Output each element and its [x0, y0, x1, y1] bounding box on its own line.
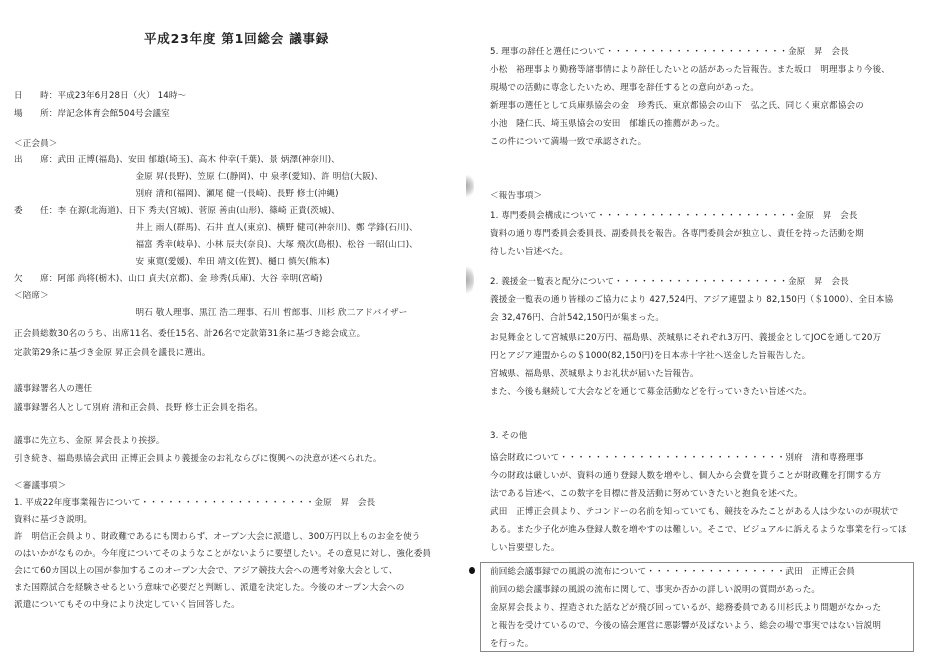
right-text-line: 今の財政は厳しいが、資料の通り登録人数を増やし、個人から会費を貰うことが財政難を打開する方 — [490, 471, 882, 481]
left-text-line: 引き続き、福島県協会武田 正博正会員より義援金のお礼ならびに復興への決意が述べられた。 — [14, 454, 382, 464]
scan-smudge — [466, 262, 474, 298]
left-text-line: ＜陪席＞ — [14, 291, 49, 301]
highlight-box — [480, 562, 914, 652]
left-text-line: 資料に基づき説明。 — [14, 515, 93, 525]
right-text-line: ＜報告事項＞ — [490, 191, 543, 201]
left-text-line: 会にて60カ国以上の国が参加するこのオープン大会で、アジア競技大会への選考対象大会として、 — [14, 566, 398, 576]
left-text-line: ＜正会員＞ — [14, 139, 58, 149]
right-text-line: 1. 専門委員会構成について・・・・・・・・・・・・・・・・・・・・・・・金原 昇 会長 — [490, 211, 858, 221]
right-text-line: 資料の通り専門委員会委員長、副委員長を報告。各専門委員会が独立し、責任を持った活動を期 — [490, 229, 864, 239]
left-text-line: 出 席：武田 正博(福島)、安田 郁雄(埼玉)、高木 仲幸(千葉)、景 炳澤(神奈川)、 — [14, 155, 340, 165]
left-text-line: また国際試合を経験させるという意味で必要だと判断し、派遣を決定した。今後のオープン大会への — [14, 583, 405, 593]
left-text-line: 議事に先立ち、金原 昇会長より挨拶。 — [14, 436, 165, 446]
right-text-line: 前回の総会議事録の風説の流布に関して、事実か否かの詳しい説明の質問があった。 — [490, 585, 821, 595]
right-text-line: と報告を受けているので、今後の協会運営に悪影響が及ばないよう、総会の場で事実ではない旨説明 — [490, 621, 882, 631]
left-text-line: 場 所：岸記念体育会館504号会議室 — [14, 109, 170, 119]
left-text-line: ＜審議事項＞ — [14, 481, 67, 491]
right-text-line: 宮城県、福島県、茨城県よりお礼状が届いた旨報告。 — [490, 369, 699, 379]
left-text-line: 正会員総数30名のうち、出席11名、委任15名、計26名で定款第31条に基づき総会成立。 — [14, 329, 366, 339]
right-text-line: 現場での活動に専念したいため、理事を辞任するとの意向があった。 — [490, 83, 760, 93]
right-text-line: 金原昇会長より、捏造された話などが飛び回っているが、総務委員である川杉氏より問題がなかった — [490, 603, 882, 613]
left-text-line: 金原 昇(長野)、笠原 仁(静岡)、中 泉孝(愛知)、許 明信(大阪)、 — [92, 172, 384, 182]
left-text-line: 別府 清和(福岡)、瀬尾 健一(長崎)、長野 修士(沖縄) — [92, 189, 339, 199]
right-text-line: 円とアジア連盟からの＄1000(82,150円)を日本赤十字社へ送金した旨報告した。 — [490, 351, 811, 361]
right-text-line: この件について満場一致で承認された。 — [490, 137, 647, 147]
left-text-line: 安 東寛(愛媛)、牟田 靖文(佐賀)、樋口 慎矢(熊本) — [92, 257, 330, 267]
left-text-line: 日 時：平成23年6月28日（火） 14時〜 — [14, 91, 187, 101]
right-text-line: 義援金一覧表の通り皆様のご協力により 427,524円、アジア連盟より 82,150円（＄1000）、全日本協 — [490, 295, 894, 305]
right-text-line: 待したい旨述べた。 — [490, 247, 569, 257]
right-text-line: 新理事の選任として兵庫県協会の金 珍秀氏、東京都協会の山下 弘之氏、同じく東京都協会の — [490, 101, 864, 111]
right-page — [466, 0, 932, 657]
left-text-line: 明石 敬人理事、黒江 浩二理事、石川 哲郎事、川杉 欣二アドバイザー — [92, 308, 408, 318]
right-text-line: ある。また少子化が進み登録人数を増やすのは難しい。そこで、ビジュアルに訴えるような事業を行ってほ — [490, 525, 907, 535]
left-text-line: 派遣についてもその中身により決定していく旨回答した。 — [14, 600, 240, 610]
right-text-line: 小松 裕理事より勤務等諸事情により辞任したいとの話があった旨報告。また坂口 明理事より今後、 — [490, 65, 890, 75]
right-text-line: 前回総会議事録での風説の流布について・・・・・・・・・・・・・・・・武田 正博正会員 — [490, 567, 855, 577]
right-text-line: また、今後も継続して大会などを通じて募金活動などを行っていきたい旨述べた。 — [490, 387, 812, 397]
left-text-line: 議事録署名人の選任 — [14, 384, 93, 394]
right-text-line: しい旨要望した。 — [490, 543, 560, 553]
right-text-line: 法である旨述べ、この数字を目標に普及活動に努めていきたいと抱負を述べた。 — [490, 489, 803, 499]
left-text-line: 議事録署名人として別府 清和正会員、長野 修士正会員を指名。 — [14, 403, 264, 413]
left-text-line: 福富 秀幸(岐阜)、小林 辰夫(奈良)、大塚 飛次(島根)、松谷 一昭(山口)、 — [92, 240, 418, 250]
right-text-line: を行った。 — [490, 639, 534, 649]
right-text-line: 3. その他 — [490, 431, 528, 441]
right-text-line: 会 32,476円、合計542,150円が集まった。 — [490, 313, 665, 323]
left-text-line: 1. 平成22年度事業報告について・・・・・・・・・・・・・・・・・・・・金原 昇 会長 — [14, 498, 376, 508]
left-text-line: 委 任：李 在源(北海道)、日下 秀夫(宮城)、菅原 善由(山形)、篠崎 正貴(茨城)、 — [14, 206, 340, 216]
right-text-line: 小池 隆仁氏、埼玉県協会の安田 郁雄氏の推薦があった。 — [490, 119, 725, 129]
right-text-line: 2. 義援金一覧表と配分について・・・・・・・・・・・・・・・・・・・・金原 昇 会長 — [490, 277, 849, 287]
document-title: 平成23年度 第1回総会 議事録 — [144, 31, 330, 46]
left-text-line: 欠 席：阿部 尚将(栃木)、山口 貞夫(京都)、金 珍秀(兵庫)、大谷 幸明(宮崎) — [14, 274, 323, 284]
right-text-line: 5. 理事の辞任と選任について・・・・・・・・・・・・・・・・・・・・・金原 昇 会長 — [490, 47, 849, 57]
left-text-line: 井上 雨人(群馬)、石井 直人(東京)、横野 健司(神奈川)、鄭 学鋒(石川)、 — [92, 223, 418, 233]
right-text-line: お見舞金として宮城県に20万円、福島県、茨城県にそれぞれ3万円、義援金としてJOCを通して20万 — [490, 333, 882, 343]
scan-smudge — [466, 172, 474, 200]
left-text-line: 定款第29条に基づき金原 昇正会員を議長に選出。 — [14, 348, 211, 358]
left-text-line: 許 明信正会員より、財政難であるにも関わらず、オープン大会に派遣し、300万円以上ものお金を使う — [14, 532, 421, 542]
right-text-line: 武田 正博正会員より、テコンドーの名前を知っていても、競技をみたことがある人は少ないのが現状で — [490, 507, 899, 517]
scan-bullet-dot — [469, 567, 475, 574]
right-text-line: 協会財政について・・・・・・・・・・・・・・・・・・・・・・・・・・別府 清和専務理事 — [490, 453, 864, 463]
left-text-line: のはいかがなものか。今年度についてそのようなことがないように要望したい。その意見に対し、強化委員 — [14, 549, 432, 559]
